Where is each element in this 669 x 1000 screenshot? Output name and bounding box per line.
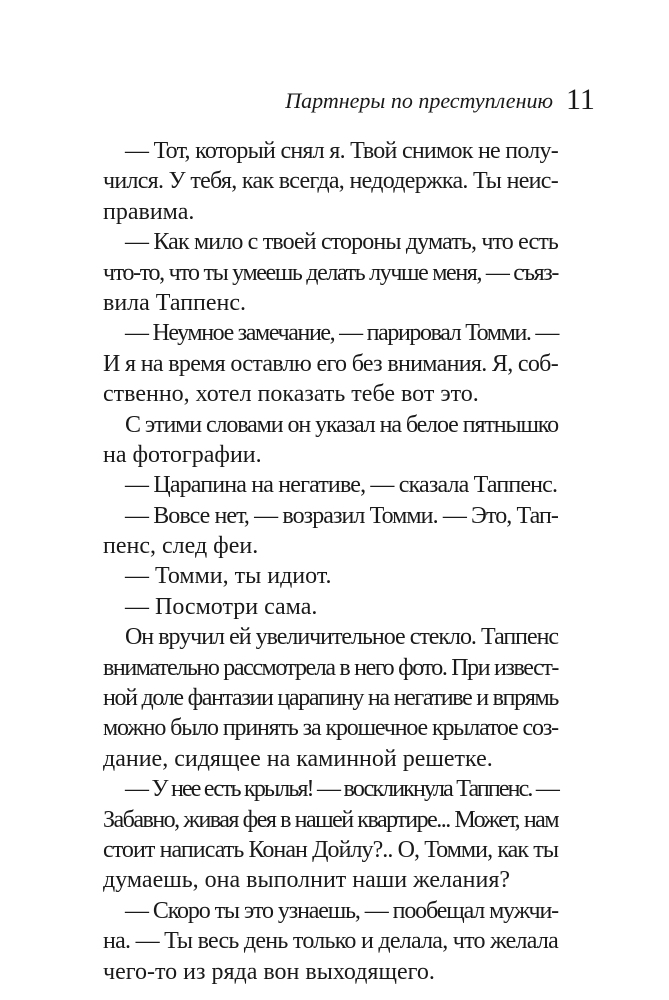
- text-line: чего-то из ряда вон выходящего.: [103, 958, 435, 985]
- text-line: думаешь, она выполнит наши желания?: [103, 867, 511, 894]
- text-line: Он вручил ей увеличительное стекло. Таппенс: [125, 624, 558, 651]
- text-line: С этими словами он указал на белое пятнышко: [125, 411, 558, 438]
- text-line: дание, сидящее на каминной решетке.: [103, 745, 493, 772]
- text-line: — Как мило с твоей стороны думать, что есть: [125, 229, 558, 256]
- text-line: — Скоро ты это узнаешь, — пообещал мужчи-: [125, 897, 558, 924]
- text-line: можно было принять за крошечное крылатое соз-: [103, 715, 558, 742]
- page-number: 11: [566, 83, 595, 116]
- running-title: Партнеры по преступлению: [285, 88, 553, 113]
- text-line: чился. У тебя, как всегда, недодержка. Ты неис-: [103, 168, 558, 195]
- text-line: — Посмотри сама.: [125, 593, 318, 620]
- text-line: вила Таппенс.: [103, 289, 247, 316]
- text-line: что-то, что ты умеешь делать лучше меня, — съяз-: [103, 259, 558, 286]
- text-line: на фотографии.: [103, 441, 262, 468]
- body-text: [103, 136, 558, 987]
- text-line: И я на время оставлю его без внимания. Я, соб-: [103, 350, 558, 377]
- text-line: — Неумное замечание, — парировал Томми. —: [125, 320, 558, 347]
- text-line: правима.: [103, 198, 195, 225]
- text-line: на. — Ты весь день только и делала, что желала: [103, 928, 558, 955]
- text-line: ственно, хотел показать тебе вот это.: [103, 381, 479, 408]
- text-line: — Царапина на негативе, — сказала Таппенс.: [125, 472, 558, 499]
- text-line: — У нее есть крылья! — воскликнула Таппенс. —: [125, 776, 558, 803]
- text-line: — Томми, ты идиот.: [125, 563, 332, 590]
- text-line: внимательно рассмотрела в него фото. При извест-: [103, 654, 558, 681]
- text-line: пенс, след феи.: [103, 533, 259, 560]
- text-line: — Вовсе нет, — возразил Томми. — Это, Тап-: [125, 502, 558, 529]
- text-line: ной доле фантазии царапину на негативе и впрямь: [103, 685, 558, 712]
- text-line: стоит написать Конан Дойлу?.. О, Томми, как ты: [103, 836, 558, 863]
- text-line: — Тот, который снял я. Твой снимок не полу-: [125, 138, 558, 164]
- text-line: Забавно, живая фея в нашей квартире... Может, нам: [103, 806, 558, 833]
